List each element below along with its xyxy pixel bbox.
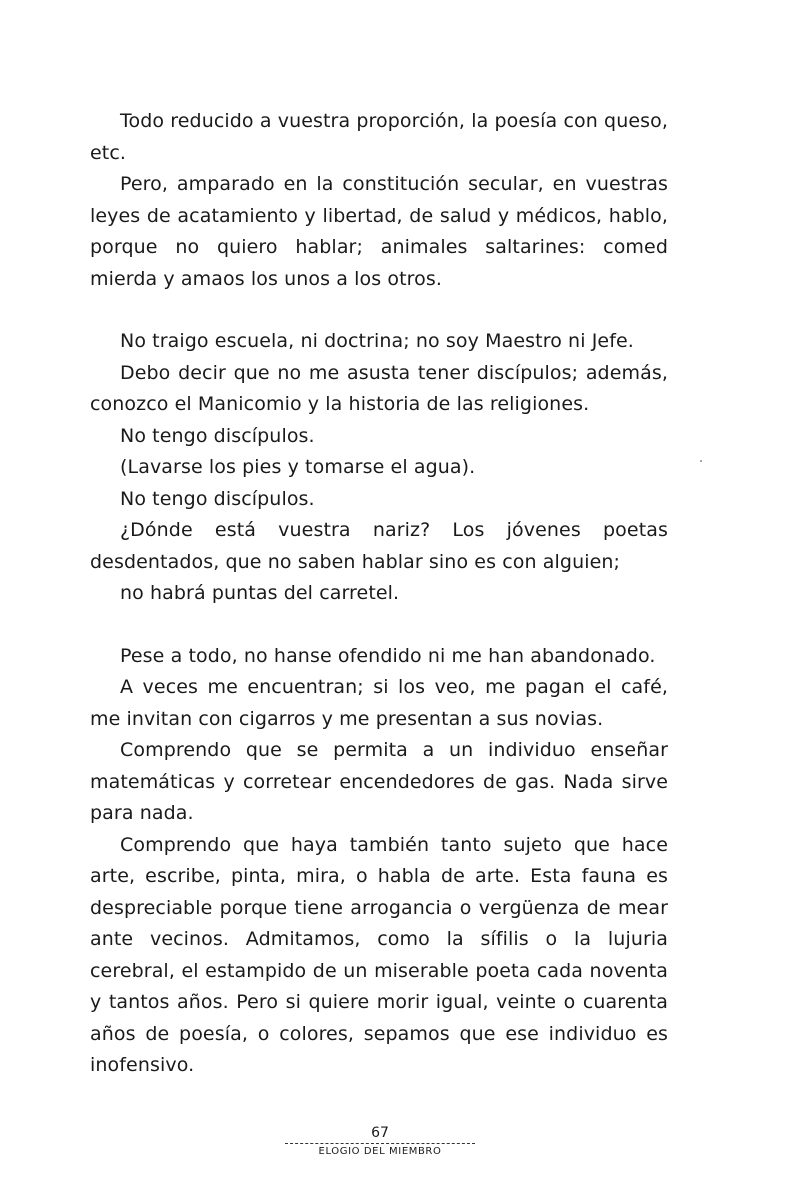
- paragraph: (Lavarse los pies y tomarse el agua).: [120, 456, 476, 478]
- paragraph: No tengo discípulos.: [120, 424, 315, 447]
- paragraph: no habrá puntas del carretel.: [120, 582, 400, 604]
- paragraph: No tengo discípulos.: [120, 487, 315, 510]
- paragraph: Comprendo que haya también tanto sujeto que hace arte, escribe, pinta, mira, o habla de arte. Esta fauna es despreciable porque tiene arrogancia o vergüenza de mear ante vecinos. Admitamos, como la sífilis o la lujuria cerebral, el estampido de un miserable poeta cada noventa y tantos años. Pero si quiere morir igual, veinte o cuarenta años de poesía, o colores, sepamos que ese individuo es inofensivo.: [90, 833, 668, 1076]
- print-speck: [700, 460, 702, 462]
- running-title: ELOGIO DEL MIEMBRO: [318, 1146, 442, 1157]
- paragraph: Todo reducido a vuestra proporción, la poesía con queso, etc.: [90, 110, 668, 164]
- paragraph: A veces me encuentran; si los veo, me pagan el café, me invitan con cigarros y me presentan a sus novias.: [90, 676, 668, 730]
- page-footer: [285, 1125, 475, 1158]
- paragraph: ¿Dónde está vuestra nariz? Los jóvenes poetas desdentados, que no saben hablar sino es con alguien;: [90, 519, 668, 573]
- page-number: 67: [371, 1125, 389, 1141]
- paragraph: Pero, amparado en la constitución secular, en vuestras leyes de acatamiento y libertad, de salud y médicos, hablo, porque no quiero hablar; animales saltarines: comed mierda y amaos los unos a los otros.: [90, 173, 668, 290]
- paragraph: Comprendo que se permita a un individuo enseñar matemáticas y corretear encendedores de gas. Nada sirve para nada.: [90, 739, 668, 824]
- footer-rule: [285, 1143, 475, 1144]
- paragraph: No traigo escuela, ni doctrina; no soy Maestro ni Jefe.: [120, 330, 634, 352]
- body-text: [90, 106, 668, 1082]
- paragraph: Pese a todo, no hanse ofendido ni me han abandonado.: [120, 644, 656, 667]
- paragraph: Debo decir que no me asusta tener discípulos; además, conozco el Manicomio y la historia de las religiones.: [90, 361, 668, 415]
